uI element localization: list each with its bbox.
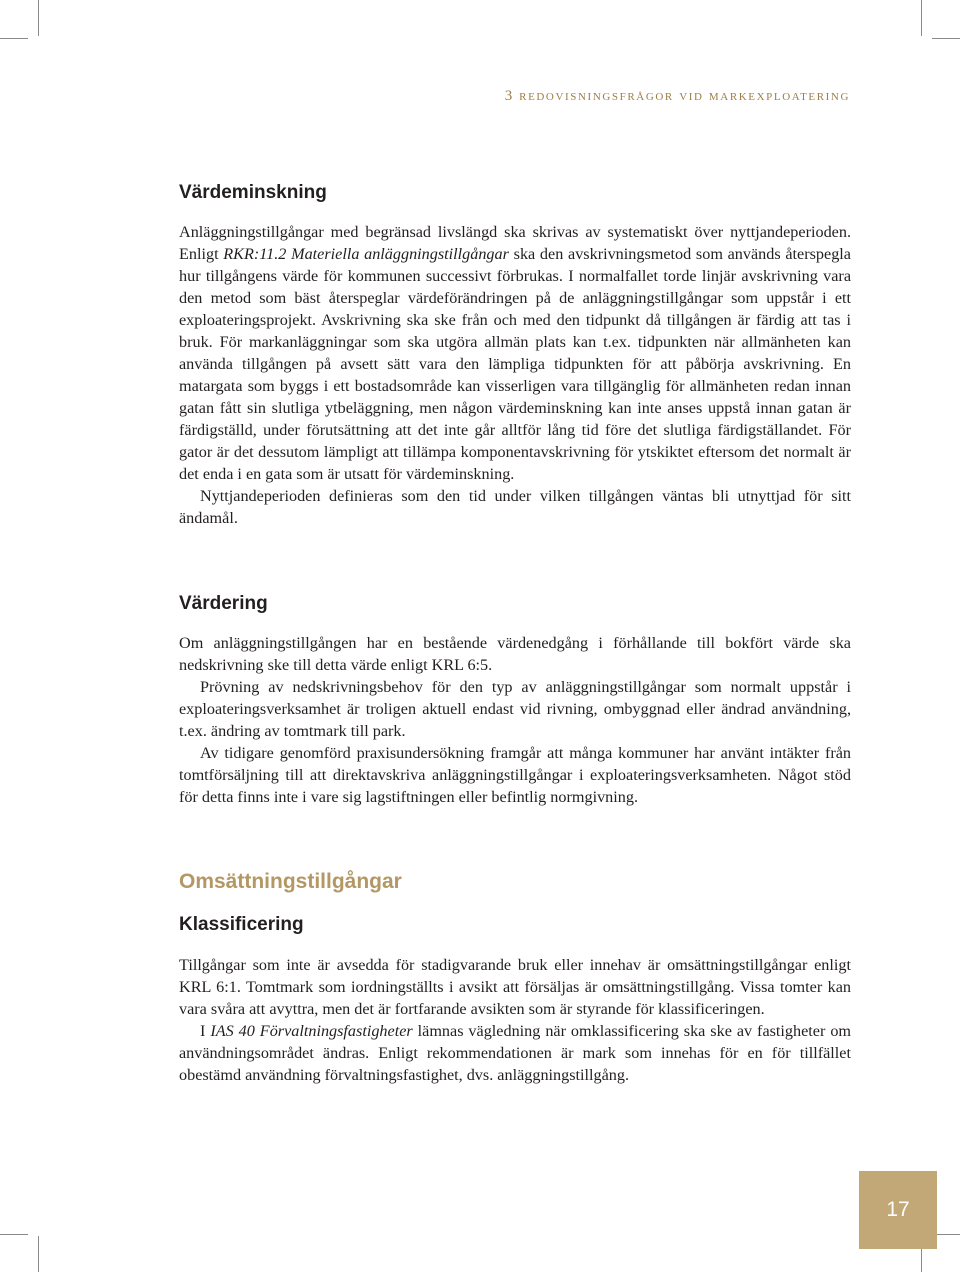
crop-mark bbox=[0, 1234, 28, 1235]
section-vardering bbox=[179, 593, 851, 808]
crop-mark bbox=[921, 0, 922, 36]
section-omsattning bbox=[179, 870, 851, 1086]
paragraph: Nyttjandeperioden definieras som den tid under vilken tillgången väntas bli utnyttjad för sitt ändamål. bbox=[179, 487, 851, 527]
reference: RKR:11.2 Materiella anläggningstillgångar bbox=[223, 245, 509, 263]
paragraph: Prövning av nedskrivningsbehov för den typ av anläggningstillgångar som normalt uppstår i exploateringsverksamhet är troligen aktuell endast vid rivning, ombyggnad eller ändrad användning, t.ex. ändring av tomtmark till park. bbox=[179, 678, 851, 740]
section-vardeminskning bbox=[179, 182, 851, 529]
paragraph: Av tidigare genomförd praxisundersökning framgår att många kommuner har använt intäkter från tomtförsäljning till att direktavskriva anläggningstillgångar i exploateringsverksamheten. Något stöd för detta finns inte i vare sig lagstiftningen eller befintlig normgivning. bbox=[179, 744, 851, 806]
paragraph: Tillgångar som inte är avsedda för stadigvarande bruk eller innehav är omsättningstillgångar enligt KRL 6:1. Tomtmark som iordningställts i avsikt att försäljas är omsättningstillgång. Vissa tomter kan vara svåra att avyttra, men det är fortfarande avsikten som är styrande för klassificeringen. bbox=[179, 956, 851, 1018]
page-number: 17 bbox=[886, 1198, 910, 1221]
section-heading: Värdering bbox=[179, 593, 268, 614]
section-heading: Klassificering bbox=[179, 914, 304, 935]
paragraph: I IAS 40 Förvaltningsfastigheter lämnas vägledning när omklassificering ska ske av fastigheter om användningsområdet ändras. Enligt rekommendationen är mark som innehas för en för tillfället obestämd användning förvaltningsfastighet, dvs. anläggningstillgång. bbox=[179, 1022, 852, 1084]
paragraph: Anläggningstillgångar med begränsad livslängd ska skrivas av systematiskt över nyttjandeperioden. Enligt RKR:11.2 Materiella anläggningstillgångar ska den avskrivningsmetod som används återspegla hur tillgångens värde för kommunen successivt förbrukas. I normalfallet torde linjär avskrivning vara den metod som bäst återspeglar värdeförändringen på de anläggningstillgångar som uppstår i ett exploateringsprojekt. Avskrivning ska ske från och med den tidpunkt då tillgången är färdig att tas i bruk. För markanläggningar som ska utgöra allmän plats kan t.ex. tidpunkten när allmänheten kan använda tillgången på avsett sätt vara den lämpliga tidpunkten för att påbörja avskrivning. En matargata som byggs i ett bostadsområde kan visserligen vara tillgänglig för allmänheten redan innan gatan fått sin slutliga ytbeläggning, men någon värdeminskning kan inte anses uppstå innan gatan är färdigställd, under förutsättning att det inte går alltför lång tid före det slutliga färdigställandet. För gator är det dessutom lämpligt att tillämpa komponentavskrivning för ytskiktet eftersom det normalt är det enda i en gata som är utsatt för värdeminskning. bbox=[179, 223, 851, 483]
chapter-heading: Omsättningstillgångar bbox=[179, 870, 402, 893]
crop-mark bbox=[38, 0, 39, 36]
crop-mark bbox=[38, 1236, 39, 1272]
crop-mark bbox=[932, 38, 960, 39]
page-number-badge bbox=[859, 1171, 937, 1249]
crop-mark bbox=[0, 38, 28, 39]
reference: IAS 40 Förvaltningsfastigheter bbox=[210, 1022, 413, 1040]
paragraph: Om anläggningstillgången har en bestående värdenedgång i förhållande till bokfört värde ska nedskrivning ske till detta värde enligt KRL 6:5. bbox=[179, 634, 851, 674]
section-heading: Värdeminskning bbox=[179, 182, 327, 203]
running-header: 3 redovisningsfrågor vid markexploatering bbox=[504, 88, 850, 104]
